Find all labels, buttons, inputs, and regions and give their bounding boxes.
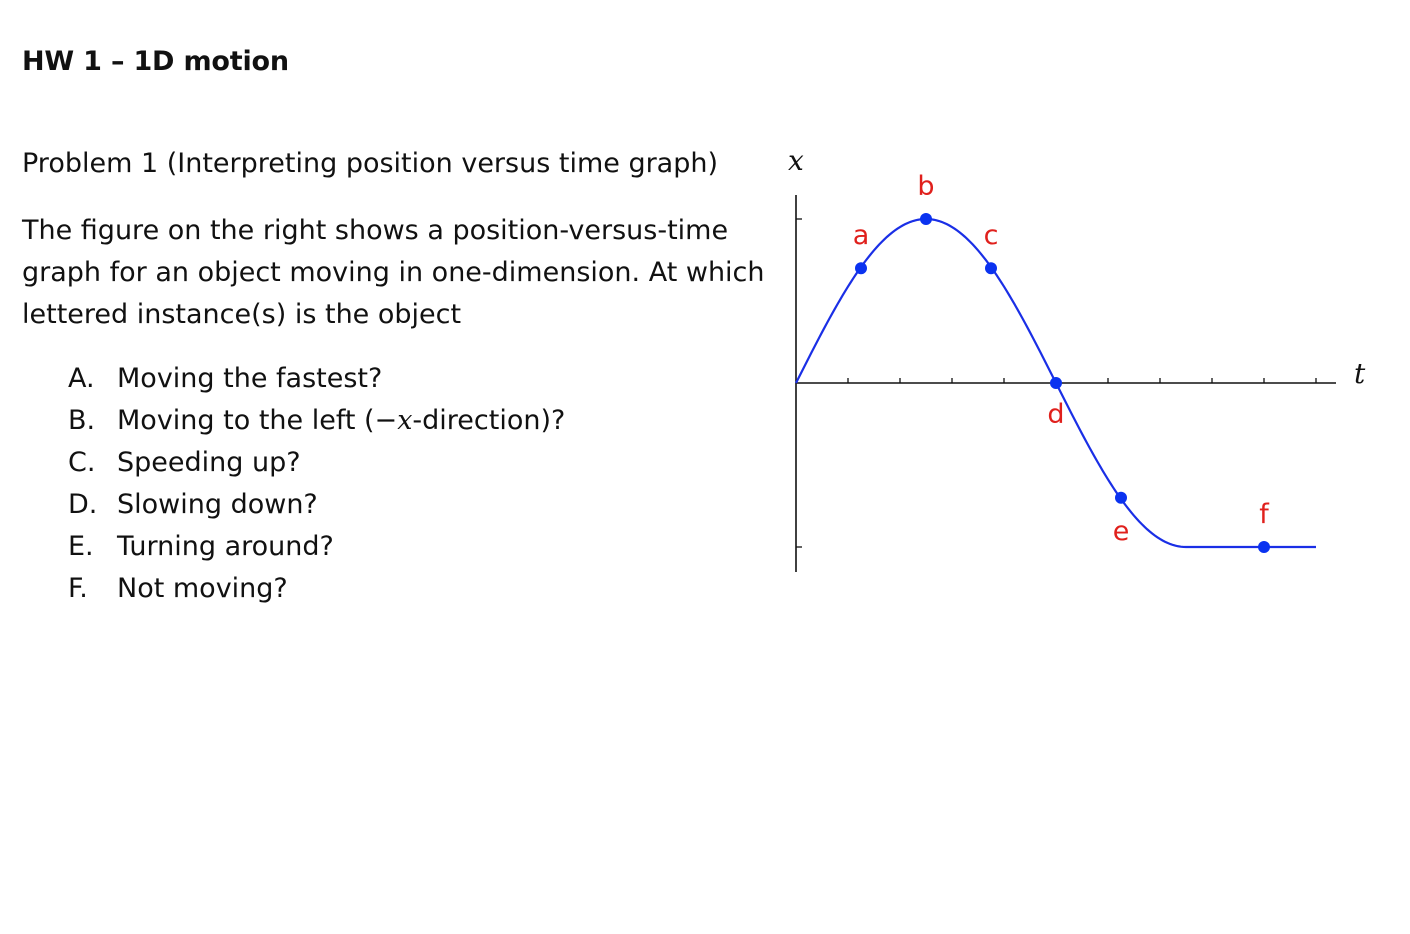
problem-statement-line: The figure on the right shows a position-versus-time: [22, 215, 729, 246]
y-axis-label: x: [788, 144, 804, 177]
graph-point-e: [1115, 492, 1127, 504]
question-letter: B.: [68, 405, 96, 436]
question-letter: A.: [68, 363, 95, 394]
question-letter: D.: [68, 489, 98, 520]
question-text: Speeding up?: [117, 447, 301, 478]
problem-title: Problem 1 (Interpreting position versus time graph): [22, 148, 719, 179]
graph-point-label-c: c: [983, 220, 999, 252]
question-text: Moving the fastest?: [117, 363, 383, 394]
question-text: Not moving?: [117, 573, 288, 604]
graph-point-f: [1258, 541, 1270, 553]
graph-labels: [853, 171, 1271, 547]
graph-point-label-f: f: [1259, 499, 1269, 530]
page-heading: HW 1 – 1D motion: [22, 46, 289, 77]
graph-point-d: [1050, 377, 1062, 389]
question-text: Slowing down?: [117, 489, 318, 520]
question-item-a: [68, 358, 565, 400]
graph-point-b: [920, 213, 932, 225]
x-axis-label: t: [1354, 357, 1366, 390]
graph-point-label-d: d: [1047, 399, 1065, 430]
graph-point-label-e: e: [1112, 515, 1130, 547]
question-item-c: [68, 442, 565, 484]
question-item-f: [68, 568, 565, 610]
graph-axes: [796, 195, 1336, 572]
question-text-part: -direction)?: [412, 405, 566, 436]
graph-point-c: [985, 262, 997, 274]
question-item-e: [68, 526, 565, 568]
question-list: [68, 358, 565, 610]
problem-statement-line: graph for an object moving in one-dimension. At which: [22, 257, 765, 288]
question-text: [117, 400, 565, 442]
question-letter: C.: [68, 447, 96, 478]
position-time-graph: [770, 140, 1390, 590]
graph-point-label-a: a: [852, 220, 870, 252]
question-letter: F.: [68, 573, 88, 604]
problem-statement: [22, 210, 765, 336]
question-item-b: [68, 400, 565, 442]
question-text: Turning around?: [117, 531, 334, 562]
question-text-part: Moving to the left (−: [117, 405, 398, 436]
question-letter: E.: [68, 531, 94, 562]
question-item-d: [68, 484, 565, 526]
problem-statement-line: lettered instance(s) is the object: [22, 299, 462, 330]
graph-point-a: [855, 262, 867, 274]
math-variable-x: x: [397, 405, 413, 436]
graph-point-label-b: b: [917, 171, 935, 202]
